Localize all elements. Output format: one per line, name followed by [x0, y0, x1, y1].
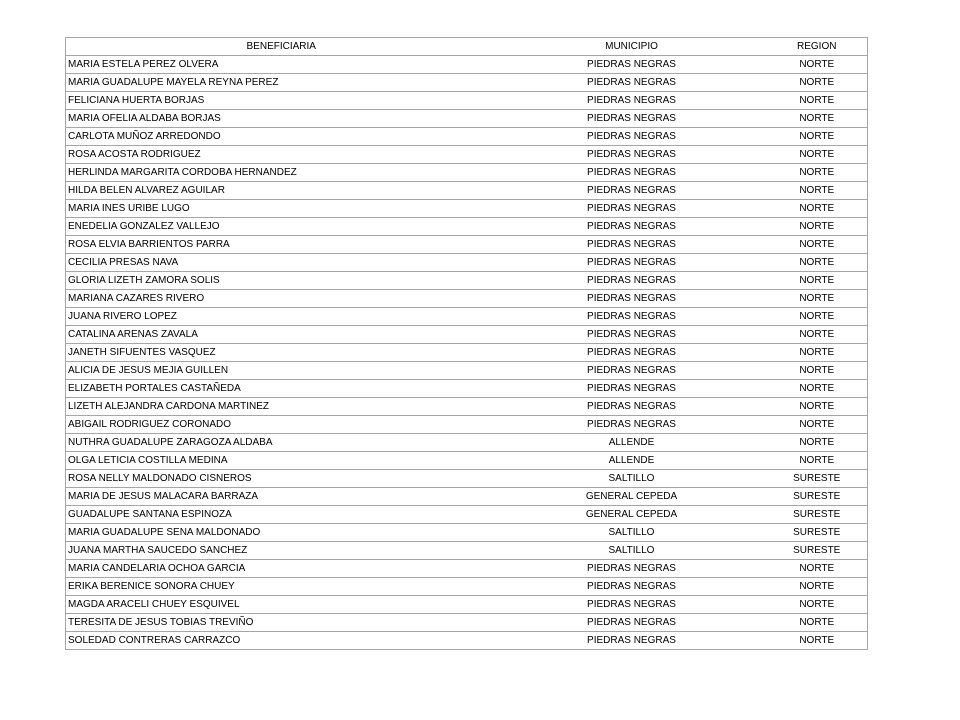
cell-region: NORTE [767, 398, 868, 416]
table-row [66, 470, 868, 488]
cell-municipio: SALTILLO [497, 524, 767, 542]
cell-municipio: PIEDRAS NEGRAS [497, 74, 767, 92]
cell-municipio: PIEDRAS NEGRAS [497, 182, 767, 200]
cell-municipio: PIEDRAS NEGRAS [497, 326, 767, 344]
cell-beneficiaria: ROSA NELLY MALDONADO CISNEROS [66, 470, 497, 488]
table-row [66, 182, 868, 200]
table-row [66, 596, 868, 614]
table-row [66, 200, 868, 218]
cell-region: NORTE [767, 200, 868, 218]
cell-municipio: GENERAL CEPEDA [497, 488, 767, 506]
cell-beneficiaria: MARIA DE JESUS MALACARA BARRAZA [66, 488, 497, 506]
cell-municipio: PIEDRAS NEGRAS [497, 146, 767, 164]
cell-beneficiaria: GUADALUPE SANTANA ESPINOZA [66, 506, 497, 524]
cell-municipio: PIEDRAS NEGRAS [497, 236, 767, 254]
table-row [66, 488, 868, 506]
cell-beneficiaria: MARIA CANDELARIA OCHOA GARCIA [66, 560, 497, 578]
cell-region: NORTE [767, 344, 868, 362]
cell-beneficiaria: ELIZABETH PORTALES CASTAÑEDA [66, 380, 497, 398]
cell-beneficiaria: MARIANA CAZARES RIVERO [66, 290, 497, 308]
cell-region: NORTE [767, 146, 868, 164]
table-row [66, 56, 868, 74]
table-row [66, 416, 868, 434]
cell-region: NORTE [767, 110, 868, 128]
cell-region: NORTE [767, 560, 868, 578]
cell-region: NORTE [767, 452, 868, 470]
cell-beneficiaria: OLGA LETICIA COSTILLA MEDINA [66, 452, 497, 470]
cell-municipio: SALTILLO [497, 470, 767, 488]
cell-beneficiaria: HILDA BELEN ALVAREZ AGUILAR [66, 182, 497, 200]
table-row [66, 254, 868, 272]
cell-beneficiaria: ALICIA DE JESUS MEJIA GUILLEN [66, 362, 497, 380]
cell-municipio: PIEDRAS NEGRAS [497, 128, 767, 146]
cell-municipio: PIEDRAS NEGRAS [497, 596, 767, 614]
beneficiaries-sheet [65, 37, 867, 650]
table-row [66, 236, 868, 254]
cell-municipio: GENERAL CEPEDA [497, 506, 767, 524]
table-row [66, 542, 868, 560]
cell-beneficiaria: CATALINA ARENAS ZAVALA [66, 326, 497, 344]
cell-region: SURESTE [767, 542, 868, 560]
cell-municipio: PIEDRAS NEGRAS [497, 560, 767, 578]
cell-region: NORTE [767, 434, 868, 452]
cell-beneficiaria: MARIA INES URIBE LUGO [66, 200, 497, 218]
cell-municipio: ALLENDE [497, 452, 767, 470]
cell-municipio: ALLENDE [497, 434, 767, 452]
cell-beneficiaria: MARIA ESTELA PEREZ OLVERA [66, 56, 497, 74]
cell-municipio: PIEDRAS NEGRAS [497, 578, 767, 596]
cell-region: NORTE [767, 632, 868, 650]
table-row [66, 164, 868, 182]
cell-region: NORTE [767, 578, 868, 596]
cell-region: SURESTE [767, 506, 868, 524]
cell-region: NORTE [767, 326, 868, 344]
cell-region: SURESTE [767, 524, 868, 542]
cell-beneficiaria: FELICIANA HUERTA BORJAS [66, 92, 497, 110]
cell-municipio: PIEDRAS NEGRAS [497, 398, 767, 416]
cell-region: SURESTE [767, 488, 868, 506]
cell-beneficiaria: MARIA OFELIA ALDABA BORJAS [66, 110, 497, 128]
table-row [66, 380, 868, 398]
cell-municipio: PIEDRAS NEGRAS [497, 380, 767, 398]
cell-municipio: PIEDRAS NEGRAS [497, 92, 767, 110]
beneficiaries-table [65, 37, 868, 650]
table-row [66, 398, 868, 416]
cell-municipio: PIEDRAS NEGRAS [497, 290, 767, 308]
cell-beneficiaria: JANETH SIFUENTES VASQUEZ [66, 344, 497, 362]
cell-beneficiaria: LIZETH ALEJANDRA CARDONA MARTINEZ [66, 398, 497, 416]
header-row [66, 38, 868, 56]
table-row [66, 506, 868, 524]
cell-region: SURESTE [767, 470, 868, 488]
cell-region: NORTE [767, 74, 868, 92]
cell-beneficiaria: ROSA ACOSTA RODRIGUEZ [66, 146, 497, 164]
cell-region: NORTE [767, 182, 868, 200]
cell-beneficiaria: GLORIA LIZETH ZAMORA SOLIS [66, 272, 497, 290]
cell-municipio: PIEDRAS NEGRAS [497, 632, 767, 650]
cell-beneficiaria: ROSA ELVIA BARRIENTOS PARRA [66, 236, 497, 254]
table-row [66, 452, 868, 470]
cell-municipio: PIEDRAS NEGRAS [497, 218, 767, 236]
table-row [66, 362, 868, 380]
cell-municipio: PIEDRAS NEGRAS [497, 56, 767, 74]
cell-region: NORTE [767, 56, 868, 74]
table-row [66, 560, 868, 578]
table-row [66, 110, 868, 128]
cell-municipio: PIEDRAS NEGRAS [497, 110, 767, 128]
cell-municipio: PIEDRAS NEGRAS [497, 272, 767, 290]
cell-beneficiaria: SOLEDAD CONTRERAS CARRAZCO [66, 632, 497, 650]
header-beneficiaria: BENEFICIARIA [66, 38, 497, 56]
cell-beneficiaria: JUANA RIVERO LOPEZ [66, 308, 497, 326]
cell-municipio: PIEDRAS NEGRAS [497, 308, 767, 326]
table-row [66, 524, 868, 542]
cell-region: NORTE [767, 218, 868, 236]
cell-beneficiaria: JUANA MARTHA SAUCEDO SANCHEZ [66, 542, 497, 560]
table-row [66, 578, 868, 596]
cell-beneficiaria: MARIA GUADALUPE MAYELA REYNA PEREZ [66, 74, 497, 92]
cell-beneficiaria: NUTHRA GUADALUPE ZARAGOZA ALDABA [66, 434, 497, 452]
cell-region: NORTE [767, 380, 868, 398]
table-row [66, 632, 868, 650]
cell-beneficiaria: ENEDELIA GONZALEZ VALLEJO [66, 218, 497, 236]
cell-municipio: PIEDRAS NEGRAS [497, 614, 767, 632]
cell-municipio: PIEDRAS NEGRAS [497, 344, 767, 362]
cell-region: NORTE [767, 596, 868, 614]
table-row [66, 434, 868, 452]
cell-region: NORTE [767, 236, 868, 254]
cell-beneficiaria: TERESITA DE JESUS TOBIAS TREVIÑO [66, 614, 497, 632]
cell-region: NORTE [767, 128, 868, 146]
table-row [66, 290, 868, 308]
table-body [66, 56, 868, 650]
cell-beneficiaria: MARIA GUADALUPE SENA MALDONADO [66, 524, 497, 542]
table-row [66, 614, 868, 632]
table-row [66, 92, 868, 110]
cell-municipio: PIEDRAS NEGRAS [497, 416, 767, 434]
header-municipio: MUNICIPIO [497, 38, 767, 56]
cell-region: NORTE [767, 362, 868, 380]
cell-municipio: PIEDRAS NEGRAS [497, 254, 767, 272]
cell-municipio: PIEDRAS NEGRAS [497, 200, 767, 218]
table-row [66, 308, 868, 326]
cell-region: NORTE [767, 614, 868, 632]
table-row [66, 218, 868, 236]
table-row [66, 74, 868, 92]
table-row [66, 146, 868, 164]
cell-beneficiaria: CECILIA PRESAS NAVA [66, 254, 497, 272]
header-region: REGION [767, 38, 868, 56]
cell-region: NORTE [767, 254, 868, 272]
cell-region: NORTE [767, 92, 868, 110]
cell-beneficiaria: MAGDA ARACELI CHUEY ESQUIVEL [66, 596, 497, 614]
cell-region: NORTE [767, 416, 868, 434]
cell-beneficiaria: ABIGAIL RODRIGUEZ CORONADO [66, 416, 497, 434]
table-row [66, 326, 868, 344]
cell-region: NORTE [767, 308, 868, 326]
cell-municipio: SALTILLO [497, 542, 767, 560]
cell-beneficiaria: CARLOTA MUÑOZ ARREDONDO [66, 128, 497, 146]
cell-region: NORTE [767, 290, 868, 308]
table-row [66, 128, 868, 146]
cell-beneficiaria: ERIKA BERENICE SONORA CHUEY [66, 578, 497, 596]
cell-region: NORTE [767, 272, 868, 290]
table-row [66, 272, 868, 290]
table-row [66, 344, 868, 362]
cell-beneficiaria: HERLINDA MARGARITA CORDOBA HERNANDEZ [66, 164, 497, 182]
cell-region: NORTE [767, 164, 868, 182]
cell-municipio: PIEDRAS NEGRAS [497, 164, 767, 182]
cell-municipio: PIEDRAS NEGRAS [497, 362, 767, 380]
